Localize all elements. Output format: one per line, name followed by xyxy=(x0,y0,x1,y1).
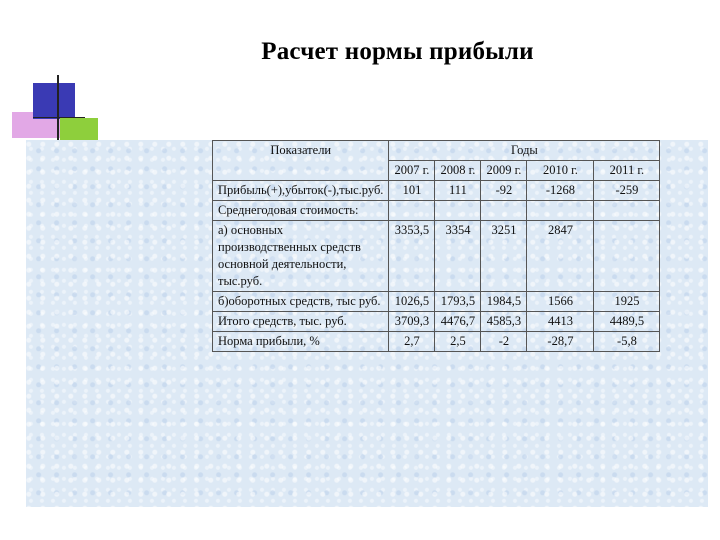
cell-value: 111 xyxy=(435,181,481,201)
table-row xyxy=(213,221,660,292)
header-year-2011: 2011 г. xyxy=(594,161,660,181)
table-header-row xyxy=(213,141,660,161)
row-label: б)оборотных средств, тыс руб. xyxy=(213,292,389,312)
cell-value: 3354 xyxy=(435,221,481,292)
table-row xyxy=(213,332,660,352)
cell-value: 4413 xyxy=(527,312,594,332)
cell-value: 1984,5 xyxy=(481,292,527,312)
cell-value: 4476,7 xyxy=(435,312,481,332)
row-label: Итого средств, тыс. руб. xyxy=(213,312,389,332)
cell-value: -28,7 xyxy=(527,332,594,352)
cell-value: 1793,5 xyxy=(435,292,481,312)
cell-value: -5,8 xyxy=(594,332,660,352)
cell-value: 4489,5 xyxy=(594,312,660,332)
cell-value xyxy=(594,221,660,292)
header-year-2009: 2009 г. xyxy=(481,161,527,181)
cell-value: -2 xyxy=(481,332,527,352)
cell-value: -1268 xyxy=(527,181,594,201)
cell-value: -92 xyxy=(481,181,527,201)
cell-value xyxy=(435,201,481,221)
cell-value: 1026,5 xyxy=(389,292,435,312)
cell-value: 1925 xyxy=(594,292,660,312)
row-label: Прибыль(+),убыток(-),тыс.руб. xyxy=(213,181,389,201)
decorative-horizontal-line xyxy=(33,117,85,118)
cell-value xyxy=(389,201,435,221)
cell-value: -259 xyxy=(594,181,660,201)
table-row xyxy=(213,201,660,221)
header-years: Годы xyxy=(389,141,660,161)
header-year-2010: 2010 г. xyxy=(527,161,594,181)
cell-value: 3353,5 xyxy=(389,221,435,292)
row-label: Среднегодовая стоимость: xyxy=(213,201,389,221)
cell-value: 2,5 xyxy=(435,332,481,352)
cell-value: 4585,3 xyxy=(481,312,527,332)
cell-value xyxy=(527,201,594,221)
table-row xyxy=(213,292,660,312)
table-row xyxy=(213,181,660,201)
header-year-2007: 2007 г. xyxy=(389,161,435,181)
header-year-2008: 2008 г. xyxy=(435,161,481,181)
cell-value: 2,7 xyxy=(389,332,435,352)
header-indicator: Показатели xyxy=(213,141,389,181)
slide-title: Расчет нормы прибыли xyxy=(261,38,534,65)
cell-value: 3709,3 xyxy=(389,312,435,332)
row-label: а) основных производственных средств основной деятельности, тыс.руб. xyxy=(213,221,389,292)
cell-value xyxy=(481,201,527,221)
cell-value: 2847 xyxy=(527,221,594,292)
cell-value: 1566 xyxy=(527,292,594,312)
row-label: Норма прибыли, % xyxy=(213,332,389,352)
cell-value: 101 xyxy=(389,181,435,201)
cell-value xyxy=(594,201,660,221)
profit-rate-table xyxy=(212,140,660,352)
decorative-vertical-line xyxy=(57,75,59,141)
decorative-green-block xyxy=(60,118,98,142)
decorative-blue-block xyxy=(33,83,75,119)
table-row xyxy=(213,312,660,332)
cell-value: 3251 xyxy=(481,221,527,292)
